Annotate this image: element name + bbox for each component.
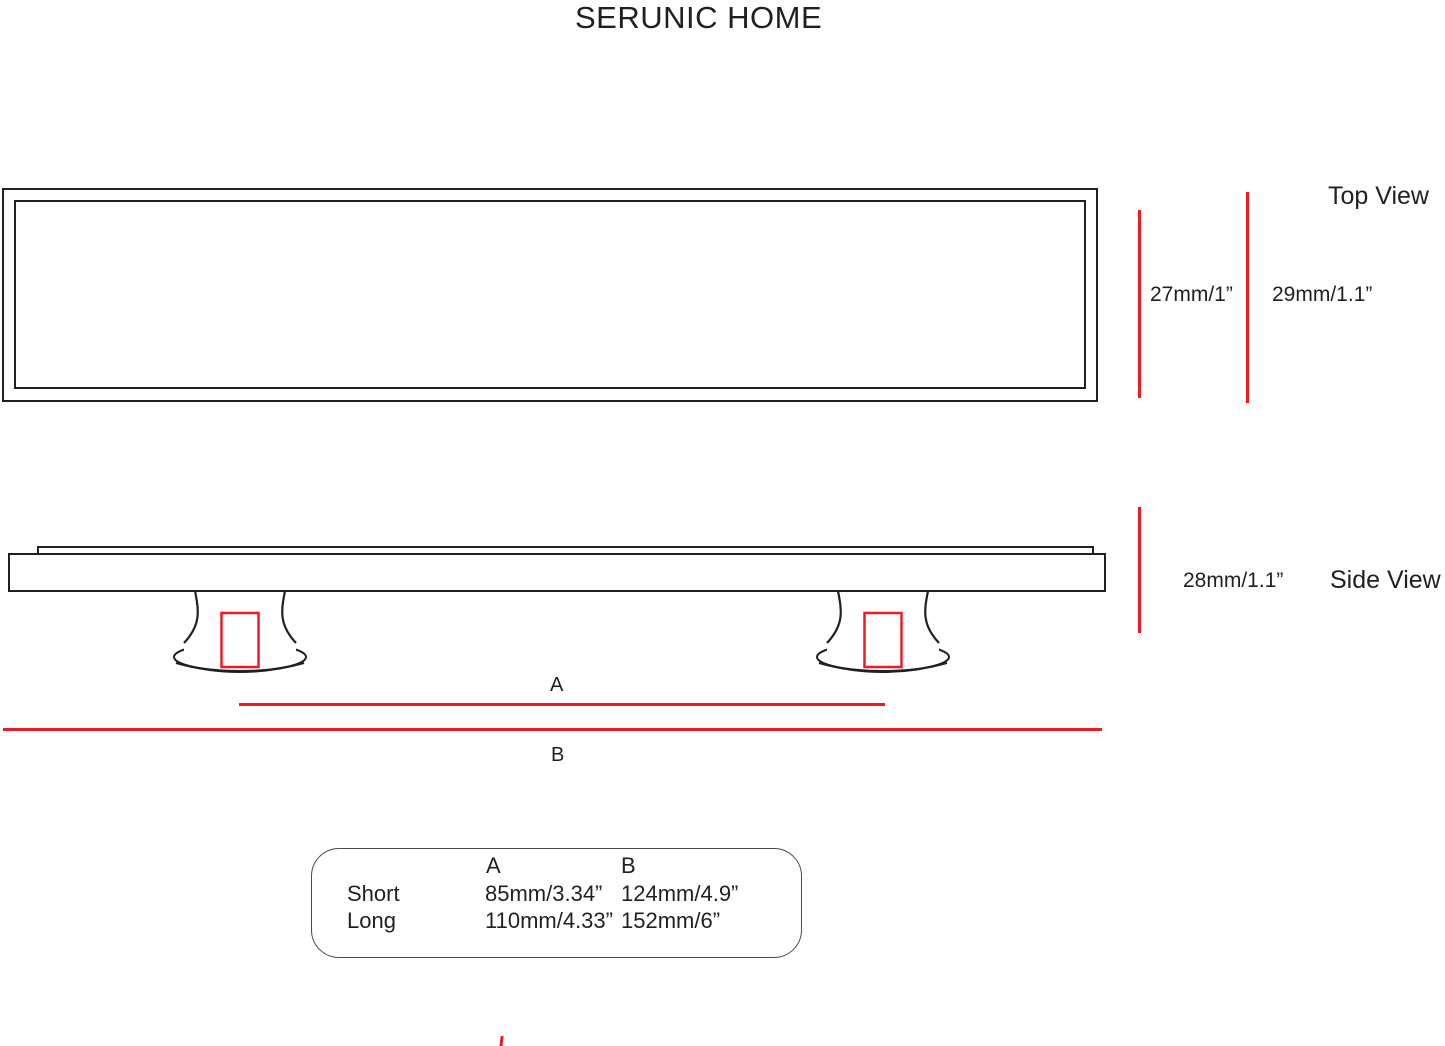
dimension-line-b (3, 728, 1102, 731)
top-view-label: Top View (1328, 182, 1429, 210)
size-table-row-short-b: 124mm/4.9” (621, 881, 739, 906)
dimension-b-label: B (551, 744, 565, 766)
size-table-row-long-a: 110mm/4.33” (485, 908, 613, 933)
size-table-row-long-name: Long (347, 908, 396, 933)
dimension-line-a (239, 703, 885, 706)
top-view-inner-rect (14, 200, 1086, 389)
size-table-row-long-b: 152mm/6” (621, 908, 721, 933)
side-view-left-foot (170, 591, 310, 683)
dimension-text-28mm: 28mm/1.1” (1183, 569, 1284, 592)
left-foot-stem-fill (184, 591, 296, 657)
stray-red-tick (499, 1036, 503, 1046)
dimension-text-29mm: 29mm/1.1” (1272, 283, 1373, 306)
side-view-right-foot (813, 591, 953, 683)
brand-title: SERUNIC HOME (575, 0, 823, 35)
dimension-line-28mm (1138, 507, 1141, 633)
size-table-row-short-a: 85mm/3.34” (485, 881, 603, 906)
dimension-text-27mm: 27mm/1” (1150, 283, 1233, 306)
dimension-line-27mm (1138, 210, 1141, 398)
size-table-header-b: B (621, 853, 636, 878)
dimension-a-label: A (550, 674, 564, 696)
side-view-bar (8, 553, 1106, 592)
dimension-line-29mm (1246, 192, 1249, 403)
size-table-row-short-name: Short (347, 881, 400, 906)
size-table-header-a: A (486, 853, 501, 878)
right-foot-stem-fill (827, 591, 939, 657)
side-view-label: Side View (1330, 566, 1441, 594)
